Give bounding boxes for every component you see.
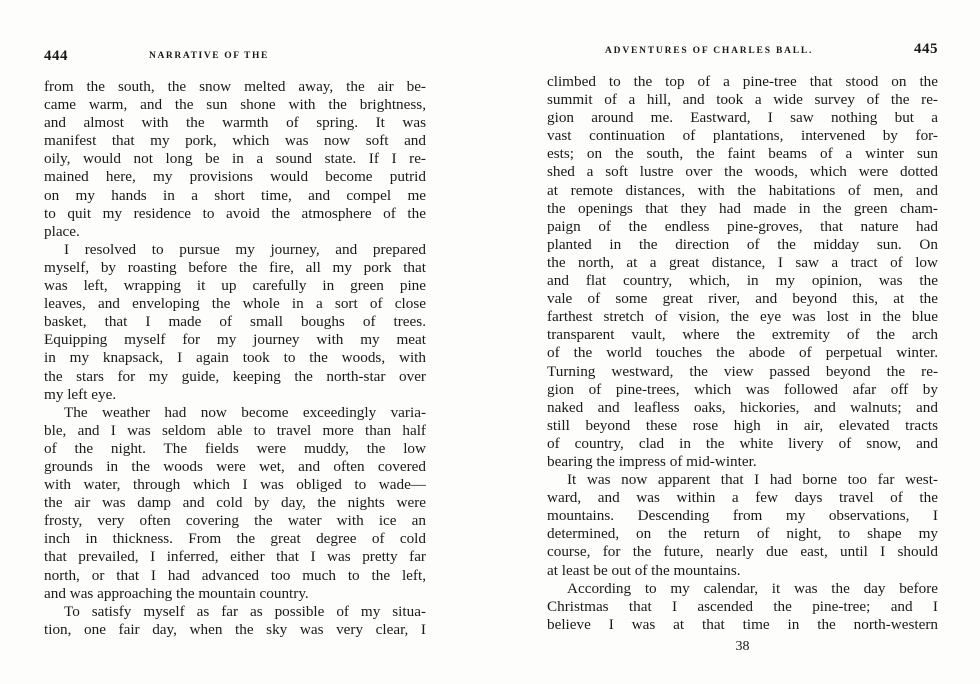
text-line: the north, at a great distance, I saw a tract of low	[547, 253, 938, 271]
text-line: my left eye.	[44, 385, 117, 403]
left-running-title: NARRATIVE OF THE	[149, 51, 269, 61]
text-line: mained here, my provisions would become putrid	[44, 168, 426, 186]
text-line: climbed to the top of a pine-tree that stood on the	[547, 73, 938, 90]
text-line: and was approaching the mountain country.	[44, 584, 309, 602]
text-line: According to my calendar, it was the day before	[567, 579, 938, 597]
text-line: place.	[44, 222, 80, 240]
text-line: tion, one fair day, when the sky was very clear, I	[44, 620, 426, 638]
text-line: believe I was at that time in the north-western	[547, 615, 938, 633]
text-line: determined, on the return of night, to shape my	[547, 525, 938, 543]
text-line: Turning westward, the view passed beyond the re-	[547, 362, 938, 380]
right-running-title: ADVENTURES OF CHARLES BALL.	[605, 46, 814, 56]
text-line: mountains. Descending from my observations, I	[547, 507, 938, 525]
text-line: paign of the endless pine-groves, that nature had	[547, 217, 938, 235]
text-line: at remote distances, with the habitations of men, and	[547, 181, 938, 199]
text-line: summit of a hill, and took a wide survey of the re-	[547, 91, 938, 109]
text-line: It was now apparent that I had borne too far west-	[567, 471, 938, 489]
text-line: I resolved to pursue my journey, and prepared	[64, 240, 426, 258]
left-page-number: 444	[44, 48, 68, 64]
right-page-text	[547, 73, 938, 634]
text-line: and almost with the warmth of spring. It was	[44, 114, 426, 132]
text-line: leaves, and enveloping the whole in a sort of close	[44, 295, 426, 313]
text-line: ble, and I was seldom able to travel more than half	[44, 421, 426, 439]
text-line: gion of pine-trees, which was followed afar off by	[547, 380, 938, 398]
text-line: north, or that I had advanced too much to the left,	[44, 566, 426, 584]
text-line: frosty, very often covering the water with ice an	[44, 512, 426, 530]
text-line: Christmas that I ascended the pine-tree; and I	[547, 597, 938, 615]
text-line: basket, that I made of small boughs of trees.	[44, 313, 426, 331]
text-line: the openings that they had made in the green cham-	[547, 199, 938, 217]
text-line: bearing the impress of mid-winter.	[547, 452, 757, 470]
text-line: naked and leafless oaks, hickories, and walnuts; and	[547, 398, 938, 416]
text-line: ward, and was within a few days travel of the	[547, 489, 938, 507]
text-line: inch in thickness. From the great degree of cold	[44, 530, 426, 548]
text-line: course, for the future, nearly due east, until I should	[547, 543, 938, 561]
text-line: manifest that my pork, which was now soft and	[44, 132, 426, 150]
text-line: from the south, the snow melted away, the air be-	[44, 78, 426, 95]
text-line: the stars for my guide, keeping the north-star over	[44, 367, 426, 385]
text-line: farthest stretch of vision, the eye was lost in the blue	[547, 308, 938, 326]
text-line: The weather had now become exceedingly varia-	[64, 403, 426, 421]
text-line: on my hands in a short time, and compel me	[44, 186, 426, 204]
left-page	[44, 38, 426, 678]
text-line: of country, clad in the white livery of snow, and	[547, 434, 938, 452]
text-line: with water, through which I was obliged to wade—	[44, 476, 426, 494]
text-line: at least be out of the mountains.	[547, 561, 741, 579]
right-page-number: 445	[914, 41, 938, 57]
text-line: ests; on the south, the faint beams of a winter sun	[547, 145, 938, 163]
text-line: transparent vault, where the extremity of the arch	[547, 326, 938, 344]
left-running-head	[44, 38, 426, 64]
text-line: vale of some great river, and beyond this, at the	[547, 290, 938, 308]
text-line: shed a soft lustre over the woods, which were dotted	[547, 163, 938, 181]
text-line: vast continuation of plantations, intervened by for-	[547, 127, 938, 145]
text-line: the air was damp and cold by day, the nights were	[44, 494, 426, 512]
text-line: planted in the direction of the midday sun. On	[547, 235, 938, 253]
text-line: oily, would not long be in a sound state. If I re-	[44, 150, 426, 168]
text-line: To satisfy myself as far as possible of my situa-	[64, 602, 426, 620]
text-line: was left, wrapping it up carefully in green pine	[44, 277, 426, 295]
text-line: to quit my residence to avoid the atmosphere of the	[44, 204, 426, 222]
text-line: of the world touches the abode of perpetual winter.	[547, 344, 938, 362]
text-line: and flat country, which, in my opinion, was the	[547, 272, 938, 290]
text-line: gion around me. Eastward, I saw nothing but a	[547, 109, 938, 127]
text-line: grounds in the woods were wet, and often covered	[44, 457, 426, 475]
text-line: myself, by roasting before the fire, all my pork that	[44, 258, 426, 276]
text-line: that prevailed, I inferred, either that I was pretty far	[44, 548, 426, 566]
text-line: in my knapsack, I again took to the woods, with	[44, 349, 426, 367]
signature-mark: 38	[735, 639, 750, 654]
text-line: still beyond these rose high in air, elevated tracts	[547, 416, 938, 434]
left-page-text	[44, 78, 426, 639]
right-running-head	[547, 38, 938, 58]
text-line: of the night. The fields were muddy, the low	[44, 439, 426, 457]
text-line: came warm, and the sun shone with the brightness,	[44, 96, 426, 114]
right-page	[547, 38, 938, 678]
text-line: Equipping myself for my journey with my meat	[44, 331, 426, 349]
